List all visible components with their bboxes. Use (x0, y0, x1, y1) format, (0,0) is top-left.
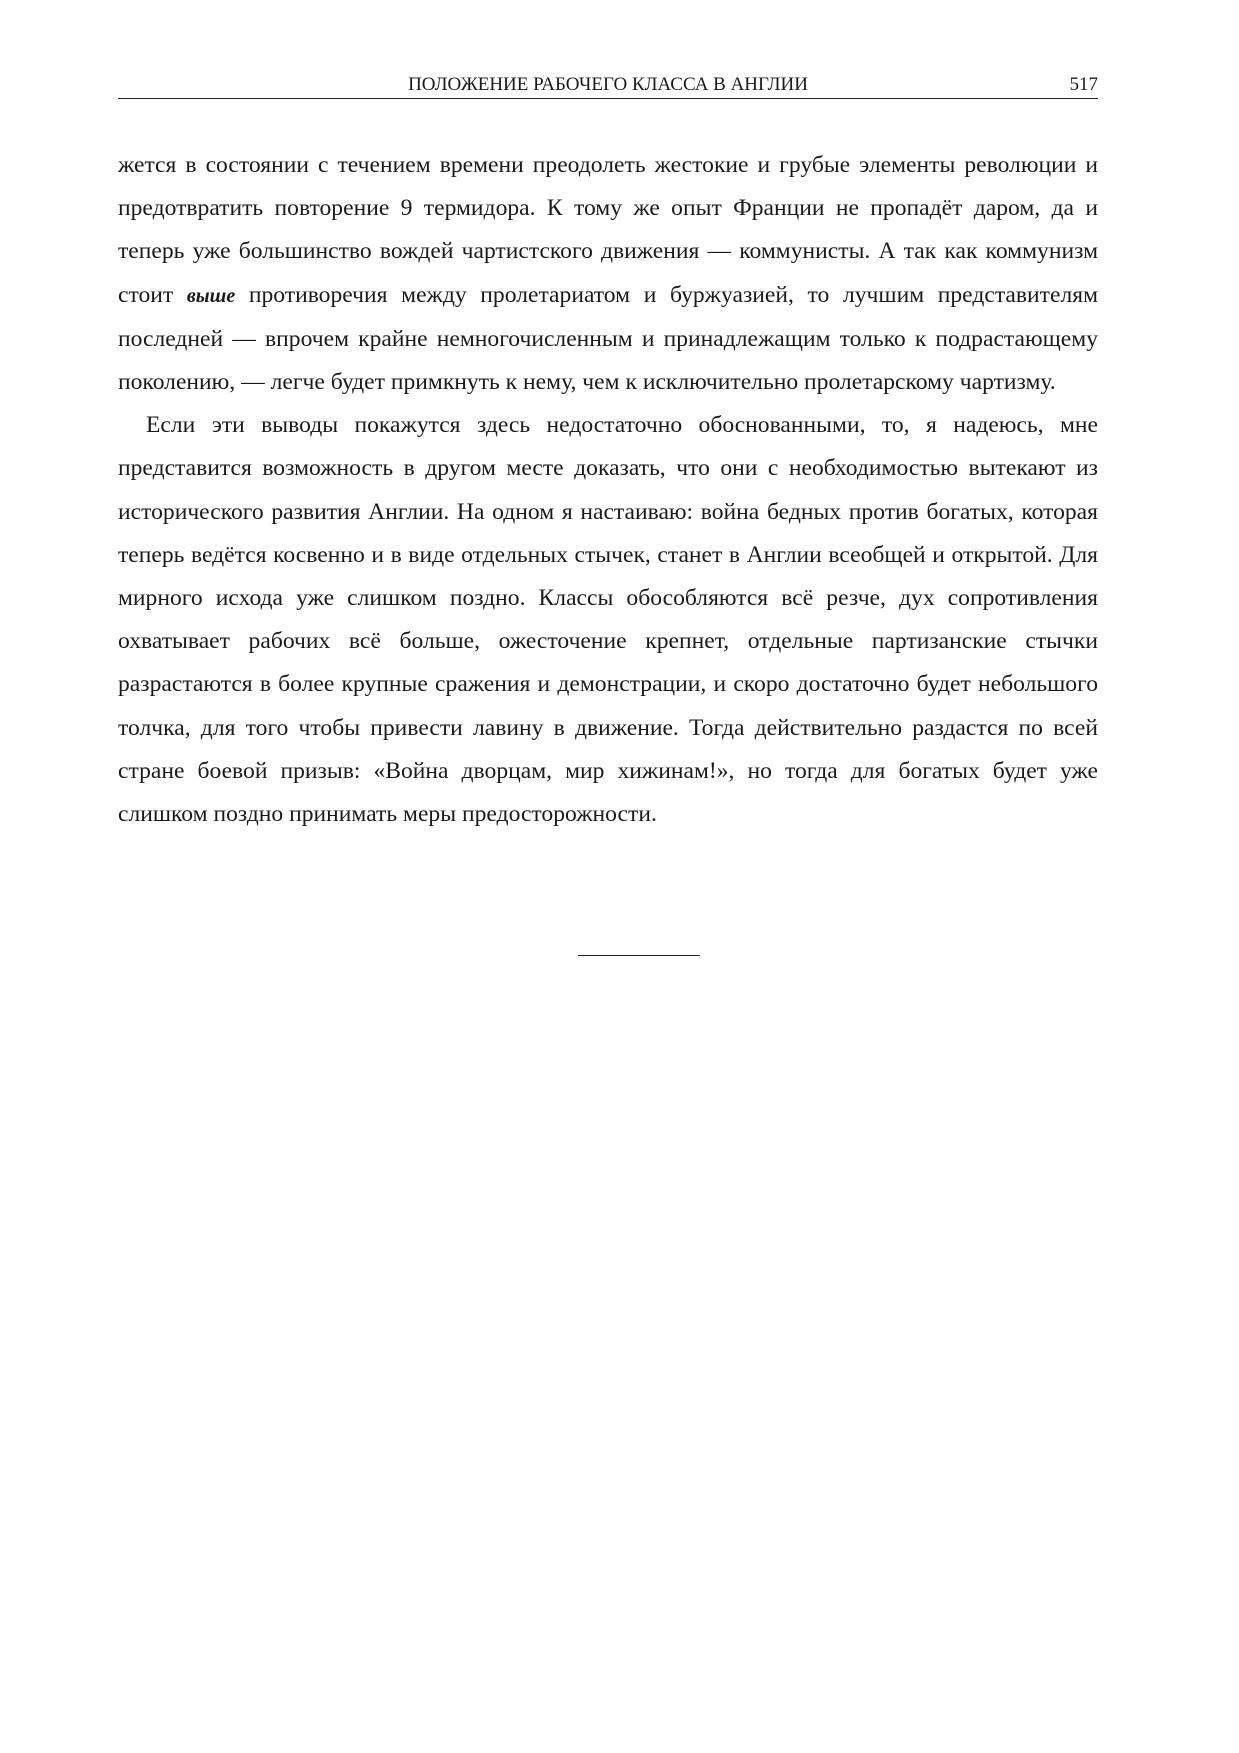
section-end-rule (578, 955, 700, 956)
paragraph-1-emphasis: выше (186, 284, 236, 307)
page-number: 517 (1069, 74, 1098, 95)
running-title: ПОЛОЖЕНИЕ РАБОЧЕГО КЛАССА В АНГЛИИ (408, 74, 808, 95)
body-text (118, 144, 1098, 836)
running-header (118, 72, 1098, 99)
paragraph-1-text-start: жется в состоянии с течением времени преодолеть жестокие и грубые элементы революции и предотвратить повторение 9 термидора. К тому же опыт Франции не пропадёт даром, да и теперь уже большинство вождей чартистского движения — коммунисты. А так как коммунизм стоит (118, 152, 1098, 308)
paragraph-2: Если эти выводы покажутся здесь недостаточно обоснованными, то, я надеюсь, мне представится возможность в другом месте доказать, что они с необходимостью вытекают из исторического развития Англии. На одном я настаиваю: война бедных против богатых, которая теперь ведётся косвенно и в виде отдельных стычек, станет в Англии всеобщей и открытой. Для мирного исхода уже слишком поздно. Классы обособляются всё резче, дух сопротивления охватывает рабочих всё больше, ожесточение крепнет, отдельные партизанские стычки разрастаются в более крупные сражения и демонстрации, и скоро достаточно будет небольшого толчка, для того чтобы привести лавину в движение. Тогда действительно раздастся по всей стране боевой призыв: «Война дворцам, мир хижинам!», но тогда для богатых будет уже слишком поздно принимать меры предосторожности. (118, 412, 1098, 828)
paragraph-1-text-end: противоречия между пролетариатом и буржуазией, то лучшим представителям последней — впрочем крайне немногочисленным и принадлежащим только к подрастающему поколению, — легче будет примкнуть к нему, чем к исключительно пролетарскому чартизму. (118, 281, 1098, 396)
paragraph-1 (118, 144, 1098, 404)
